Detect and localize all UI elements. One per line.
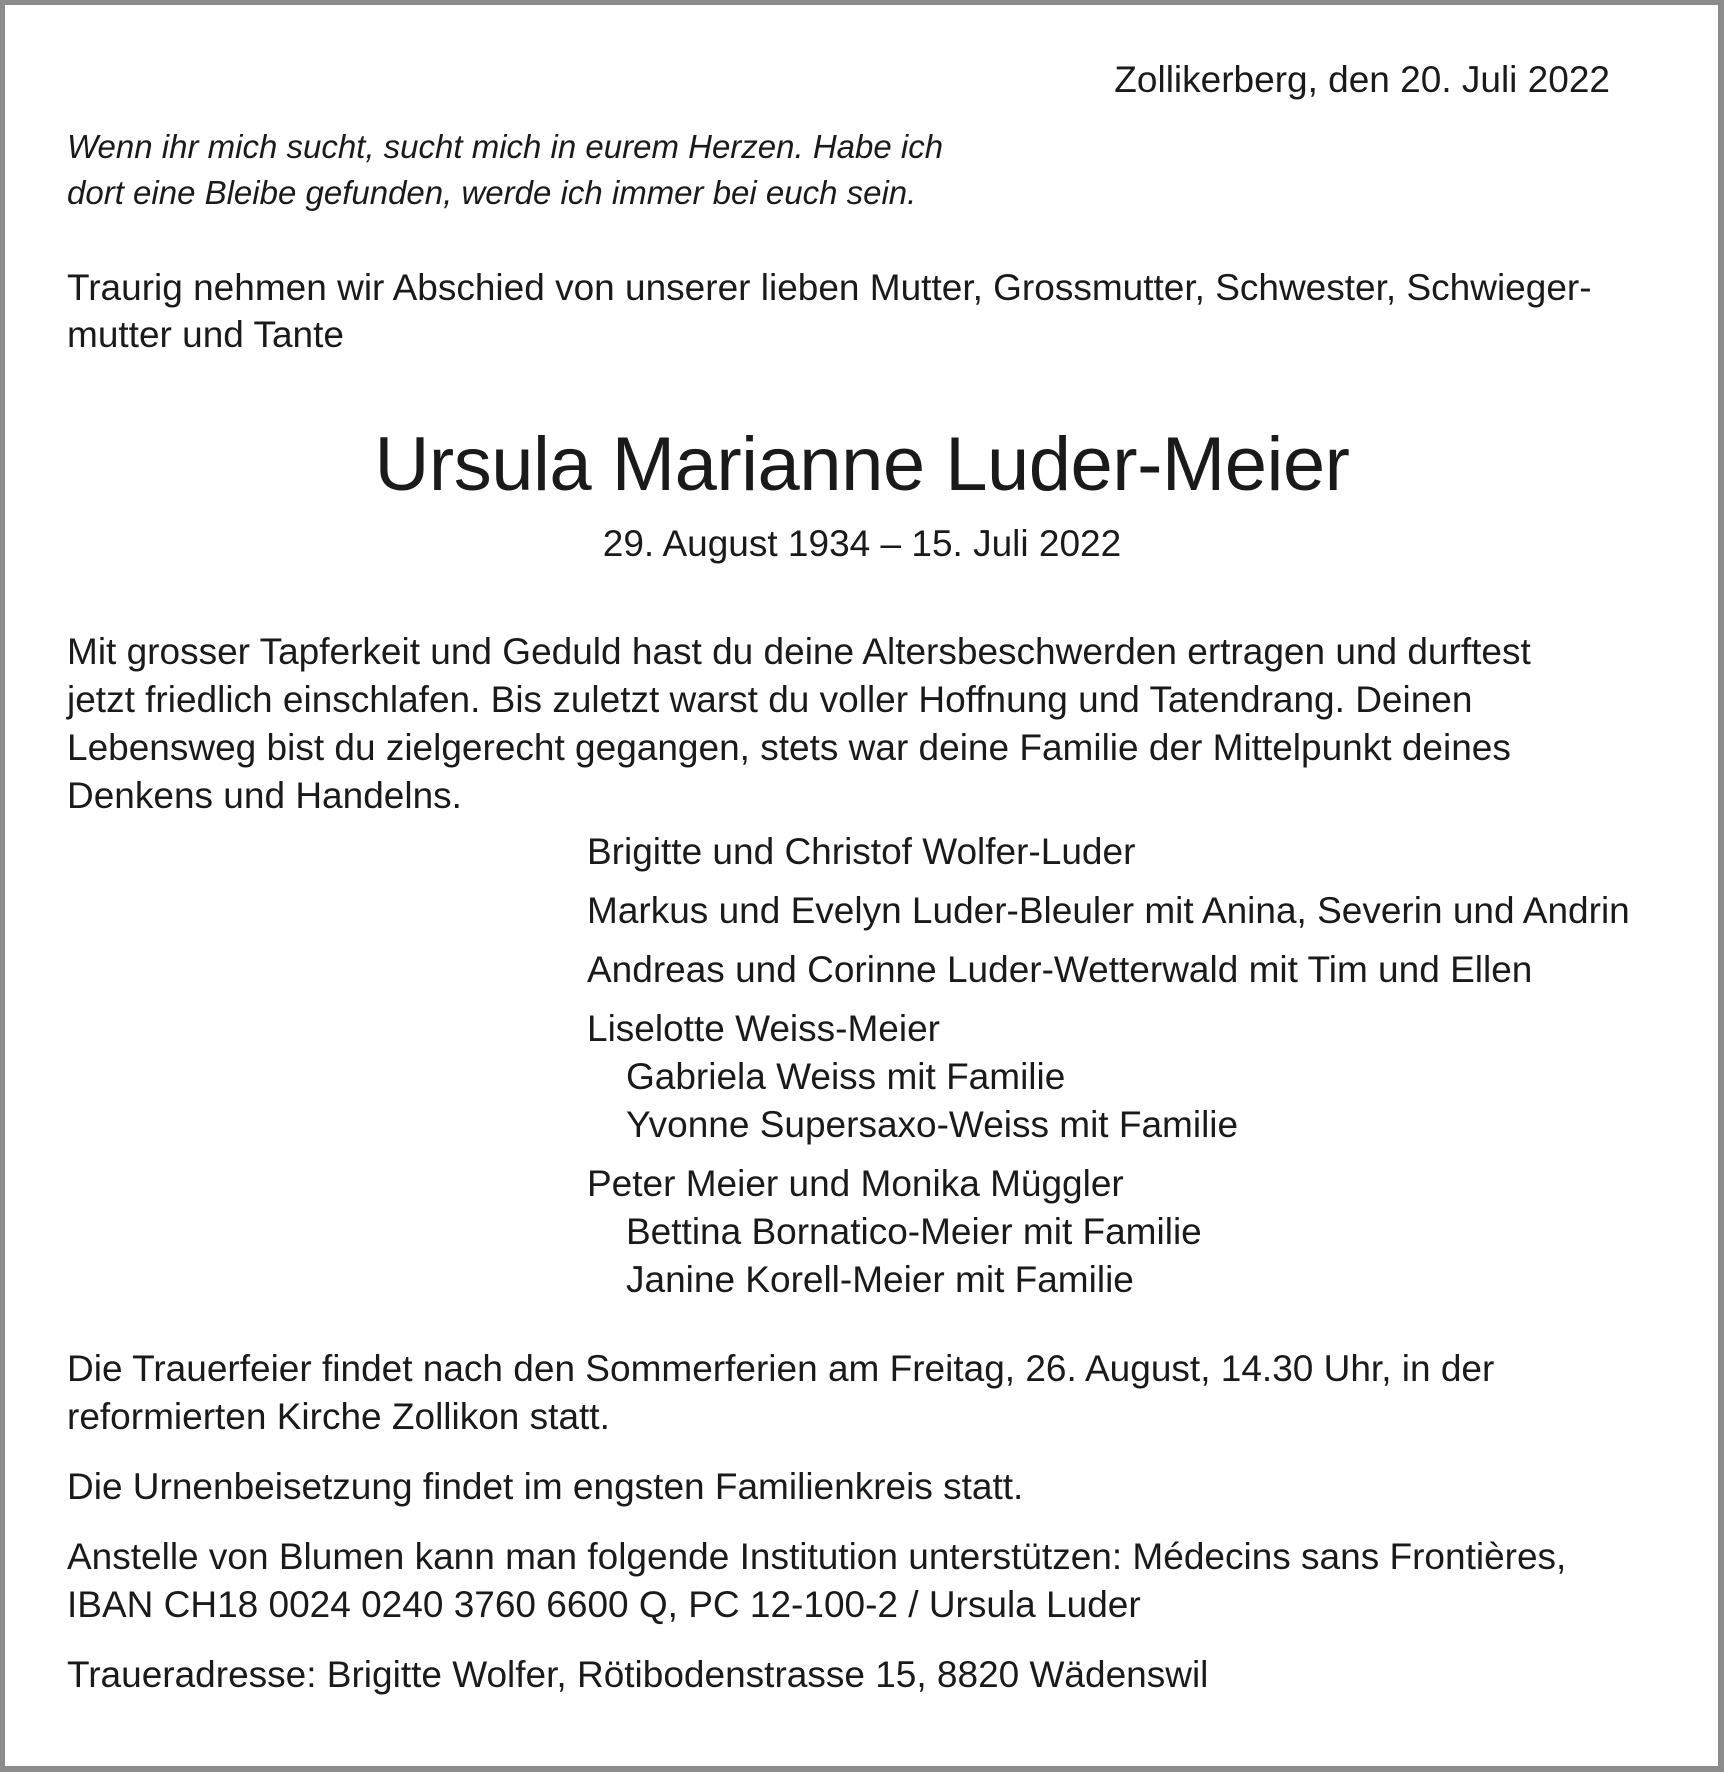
- intro-line: mutter und Tante: [67, 314, 344, 355]
- mourner-group: [587, 1005, 1630, 1149]
- tribute-line: Denkens und Handelns.: [67, 775, 462, 816]
- notices: [67, 1345, 1566, 1721]
- tribute-line: jetzt friedlich einschlafen. Bis zuletzt warst du voller Hoffnung und Tatendrang. Deinen: [67, 679, 1473, 720]
- ceremony-notice: [67, 1345, 1566, 1441]
- mourner-subname: Bettina Bornatico-Meier mit Familie: [626, 1211, 1202, 1252]
- mourners-list: [587, 828, 1630, 1315]
- ceremony-line: reformierten Kirche Zollikon statt.: [67, 1396, 610, 1437]
- tribute-line: Mit grosser Tapferkeit und Geduld hast du deine Altersbeschwerden ertragen und durftest: [67, 631, 1531, 672]
- tribute-line: Lebensweg bist du zielgerecht gegangen, stets war deine Familie der Mittelpunkt deines: [67, 727, 1511, 768]
- address-line: Traueradresse: Brigitte Wolfer, Rötibodenstrasse 15, 8820 Wädenswil: [67, 1654, 1209, 1695]
- donation-line: IBAN CH18 0024 0240 3760 6600 Q, PC 12-100-2 / Ursula Luder: [67, 1584, 1141, 1625]
- mourner-name: Markus und Evelyn Luder-Bleuler mit Anina, Severin und Andrin: [587, 890, 1630, 931]
- mourner-name: Peter Meier und Monika Müggler: [587, 1163, 1124, 1204]
- quote-line: dort eine Bleibe gefunden, werde ich immer bei euch sein.: [67, 174, 917, 211]
- quote-line: Wenn ihr mich sucht, sucht mich in eurem Herzen. Habe ich: [67, 128, 944, 165]
- ceremony-line: Die Trauerfeier findet nach den Sommerferien am Freitag, 26. August, 14.30 Uhr, in der: [67, 1348, 1495, 1389]
- mourner-name: Liselotte Weiss-Meier: [587, 1008, 940, 1049]
- epigraph-quote: [67, 124, 943, 216]
- donation-notice: [67, 1533, 1566, 1629]
- mourner-group: [587, 887, 1630, 935]
- mourner-subname: Gabriela Weiss mit Familie: [626, 1056, 1066, 1097]
- burial-notice: [67, 1463, 1566, 1511]
- address-notice: [67, 1651, 1566, 1699]
- mourner-group: [587, 1160, 1630, 1304]
- intro-line: Traurig nehmen wir Abschied von unserer lieben Mutter, Grossmutter, Schwester, Schwieger-: [67, 267, 1592, 308]
- mourner-group: [587, 828, 1630, 876]
- donation-line: Anstelle von Blumen kann man folgende Institution unterstützen: Médecins sans Frontières,: [67, 1536, 1567, 1577]
- mourner-name: Andreas und Corinne Luder-Wetterwald mit Tim und Ellen: [587, 949, 1533, 990]
- lifespan-dates: 29. August 1934 – 15. Juli 2022: [602, 523, 1122, 564]
- mourner-subname: Janine Korell-Meier mit Familie: [626, 1259, 1134, 1300]
- tribute-text: [67, 628, 1531, 820]
- place-date: Zollikerberg, den 20. Juli 2022: [1114, 59, 1610, 100]
- mourner-subname: Yvonne Supersaxo-Weiss mit Familie: [626, 1104, 1239, 1145]
- deceased-name: Ursula Marianne Luder-Meier: [374, 422, 1350, 507]
- mourner-name: Brigitte und Christof Wolfer-Luder: [587, 831, 1136, 872]
- mourner-group: [587, 946, 1630, 994]
- intro-text: [67, 264, 1592, 358]
- burial-line: Die Urnenbeisetzung findet im engsten Familienkreis statt.: [67, 1466, 1024, 1507]
